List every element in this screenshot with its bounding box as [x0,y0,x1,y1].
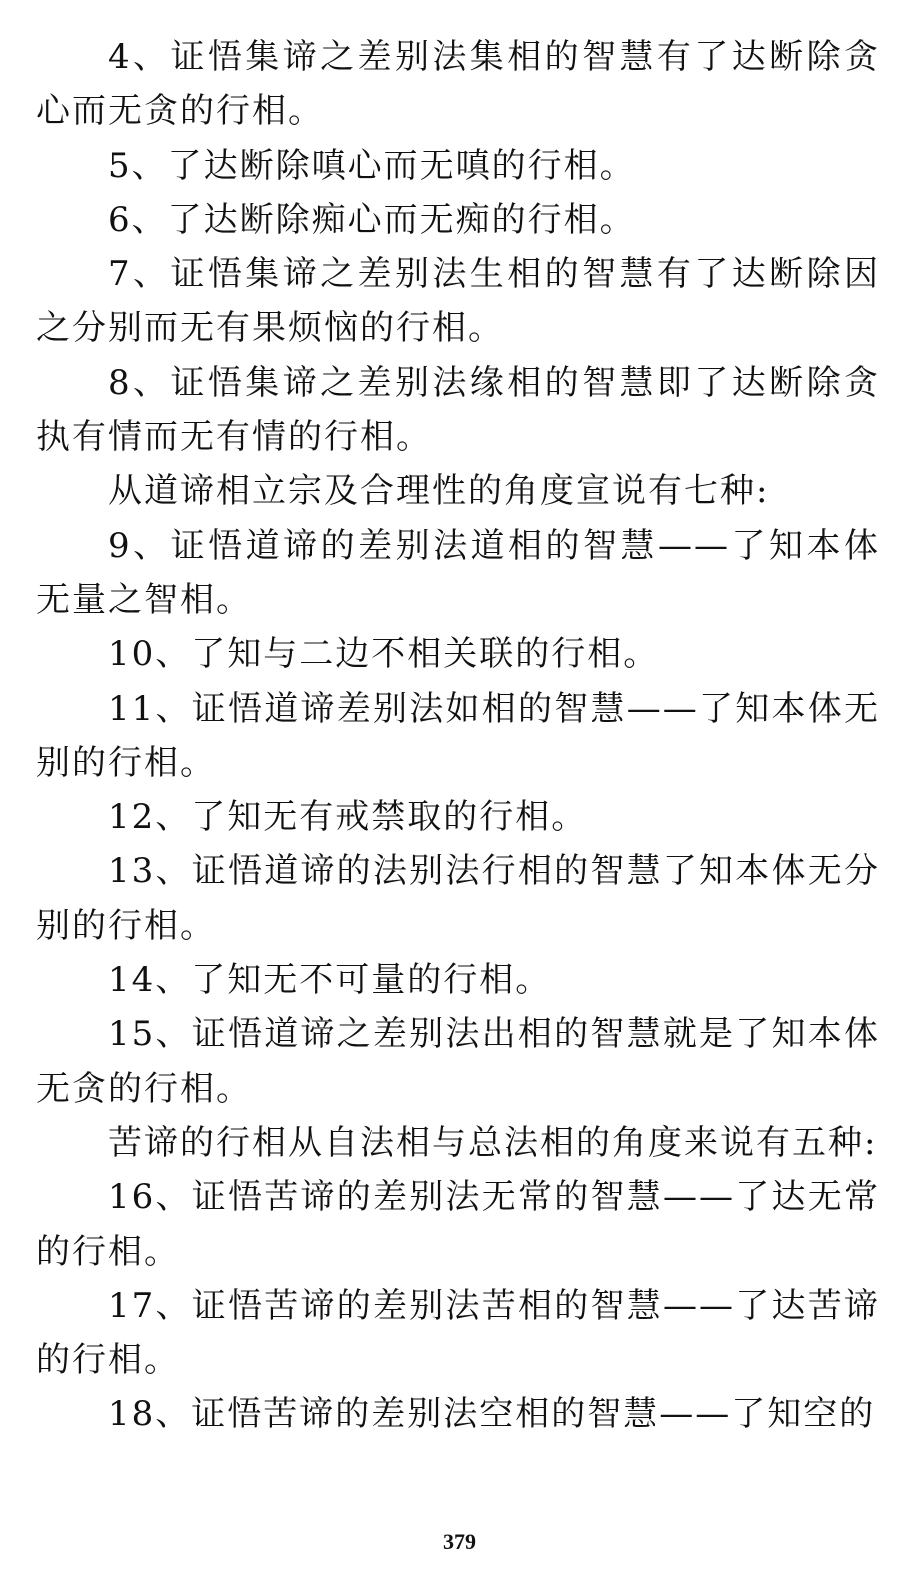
page-number: 379 [443,1529,476,1554]
paragraph-13: 13、证悟道谛的法别法行相的智慧了知本体无分别的行相。 [36,851,880,946]
paragraph-6: 6、了达断除痴心而无痴的行相。 [108,199,636,240]
paragraph-10: 10、了知与二边不相关联的行相。 [108,634,660,675]
paragraph-16: 16、证悟苦谛的差别法无常的智慧——了达无常的行相。 [36,1177,880,1272]
paragraph-17: 17、证悟苦谛的差别法苦相的智慧——了达苦谛的行相。 [36,1285,880,1381]
page-body-text [36,30,880,1442]
paragraph-suffering-truth-intro: 苦谛的行相从自法相与总法相的角度来说有五种: [108,1122,878,1163]
paragraph-18: 18、证悟苦谛的差别法空相的智慧——了知空的 [108,1394,876,1435]
paragraph-8: 8、证悟集谛之差别法缘相的智慧即了达断除贪执有情而无有情的行相。 [36,362,880,458]
paragraph-9: 9、证悟道谛的差别法道相的智慧——了知本体无量之智相。 [36,525,880,620]
paragraph-5: 5、了达断除嗔心而无嗔的行相。 [108,145,636,186]
paragraph-11: 11、证悟道谛差别法如相的智慧——了知本体无别的行相。 [36,688,880,783]
paragraph-14: 14、了知无不可量的行相。 [108,960,552,1001]
paragraph-7: 7、证悟集谛之差别法生相的智慧有了达断除因之分别而无有果烦恼的行相。 [36,254,880,349]
paragraph-12: 12、了知无有戒禁取的行相。 [108,797,588,838]
paragraph-15: 15、证悟道谛之差别法出相的智慧就是了知本体无贪的行相。 [36,1014,880,1109]
paragraph-4: 4、证悟集谛之差别法集相的智慧有了达断除贪心而无贪的行相。 [36,37,880,132]
paragraph-path-truth-intro: 从道谛相立宗及合理性的角度宣说有七种: [108,471,770,512]
